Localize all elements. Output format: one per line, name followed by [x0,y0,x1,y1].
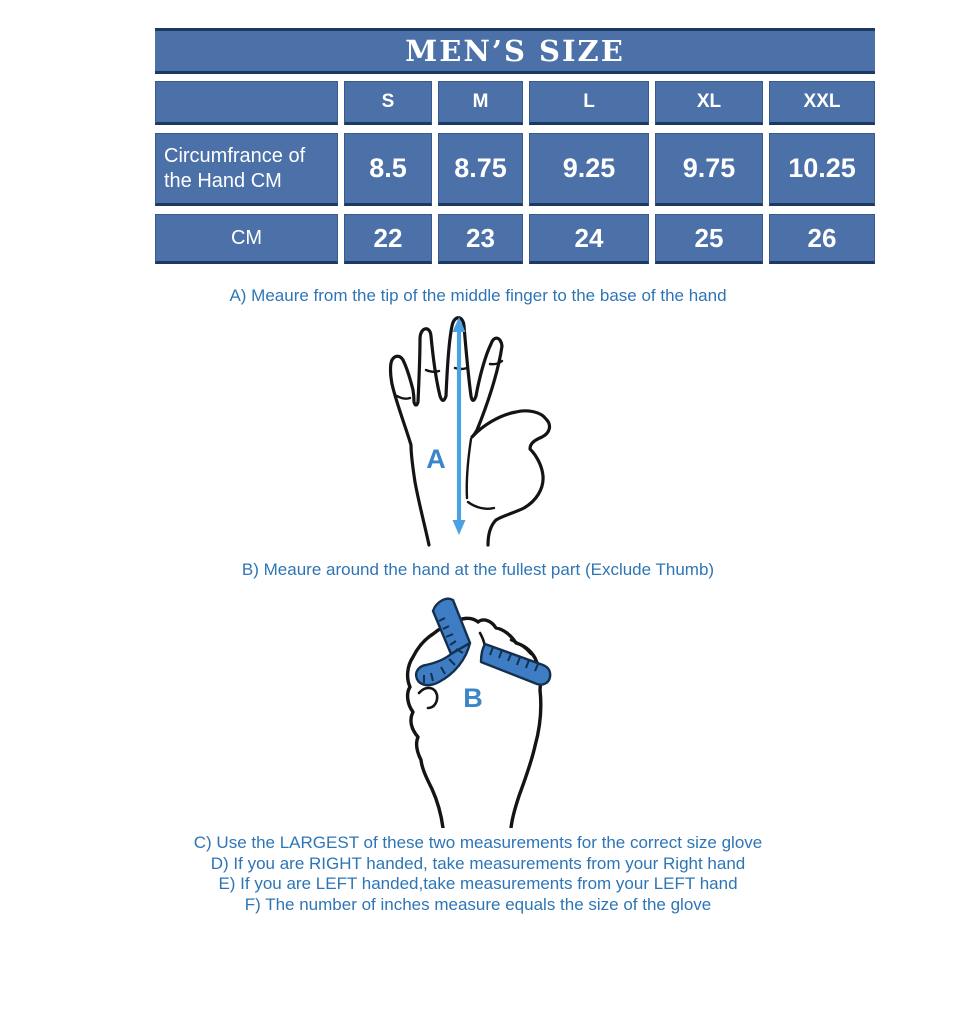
cm-value-xxl: 26 [769,214,875,264]
circumference-value-xl: 9.75 [655,133,763,206]
size-header-s: S [344,81,432,125]
instruction-notes [0,833,956,915]
fist-measure-label: B [463,683,483,713]
size-header-xl: XL [655,81,763,125]
cm-value-s: 22 [344,214,432,264]
open-hand-illustration [384,312,559,547]
size-header-m: M [438,81,523,125]
circumference-value-s: 8.5 [344,133,432,206]
mens-size-table [155,28,875,264]
instruction-a: A) Meaure from the tip of the middle finger to the base of the hand [229,286,727,305]
size-header-xxl: XXL [769,81,875,125]
row-label-cm: CM [155,214,338,264]
instruction-b: B) Meaure around the hand at the fullest part (Exclude Thumb) [241,560,715,579]
size-header-l: L [529,81,649,125]
cm-value-m: 23 [438,214,523,264]
corner-cell [155,81,338,125]
cm-value-l: 24 [529,214,649,264]
fist-figure [393,593,563,833]
hand-outline [391,318,550,545]
instruction-c: C) Use the LARGEST of these two measurements for the correct size glove [193,833,763,852]
circumference-value-m: 8.75 [438,133,523,206]
open-hand-figure [384,312,559,552]
hand-measure-label: A [426,444,446,474]
cm-value-xl: 25 [655,214,763,264]
fist-illustration [393,593,563,828]
circumference-value-l: 9.25 [529,133,649,206]
circumference-value-xxl: 10.25 [769,133,875,206]
size-grid [155,81,875,264]
instruction-f: F) The number of inches measure equals the size of the glove [244,894,712,914]
instruction-e: E) If you are LEFT handed,take measurements from your LEFT hand [218,874,738,893]
row-label-circumference: Circumfrance of the Hand CM [155,133,338,206]
instruction-d: D) If you are RIGHT handed, take measurements from your Right hand [210,853,746,873]
table-title: MEN’S SIZE [155,28,875,74]
fist-outline [408,618,541,828]
